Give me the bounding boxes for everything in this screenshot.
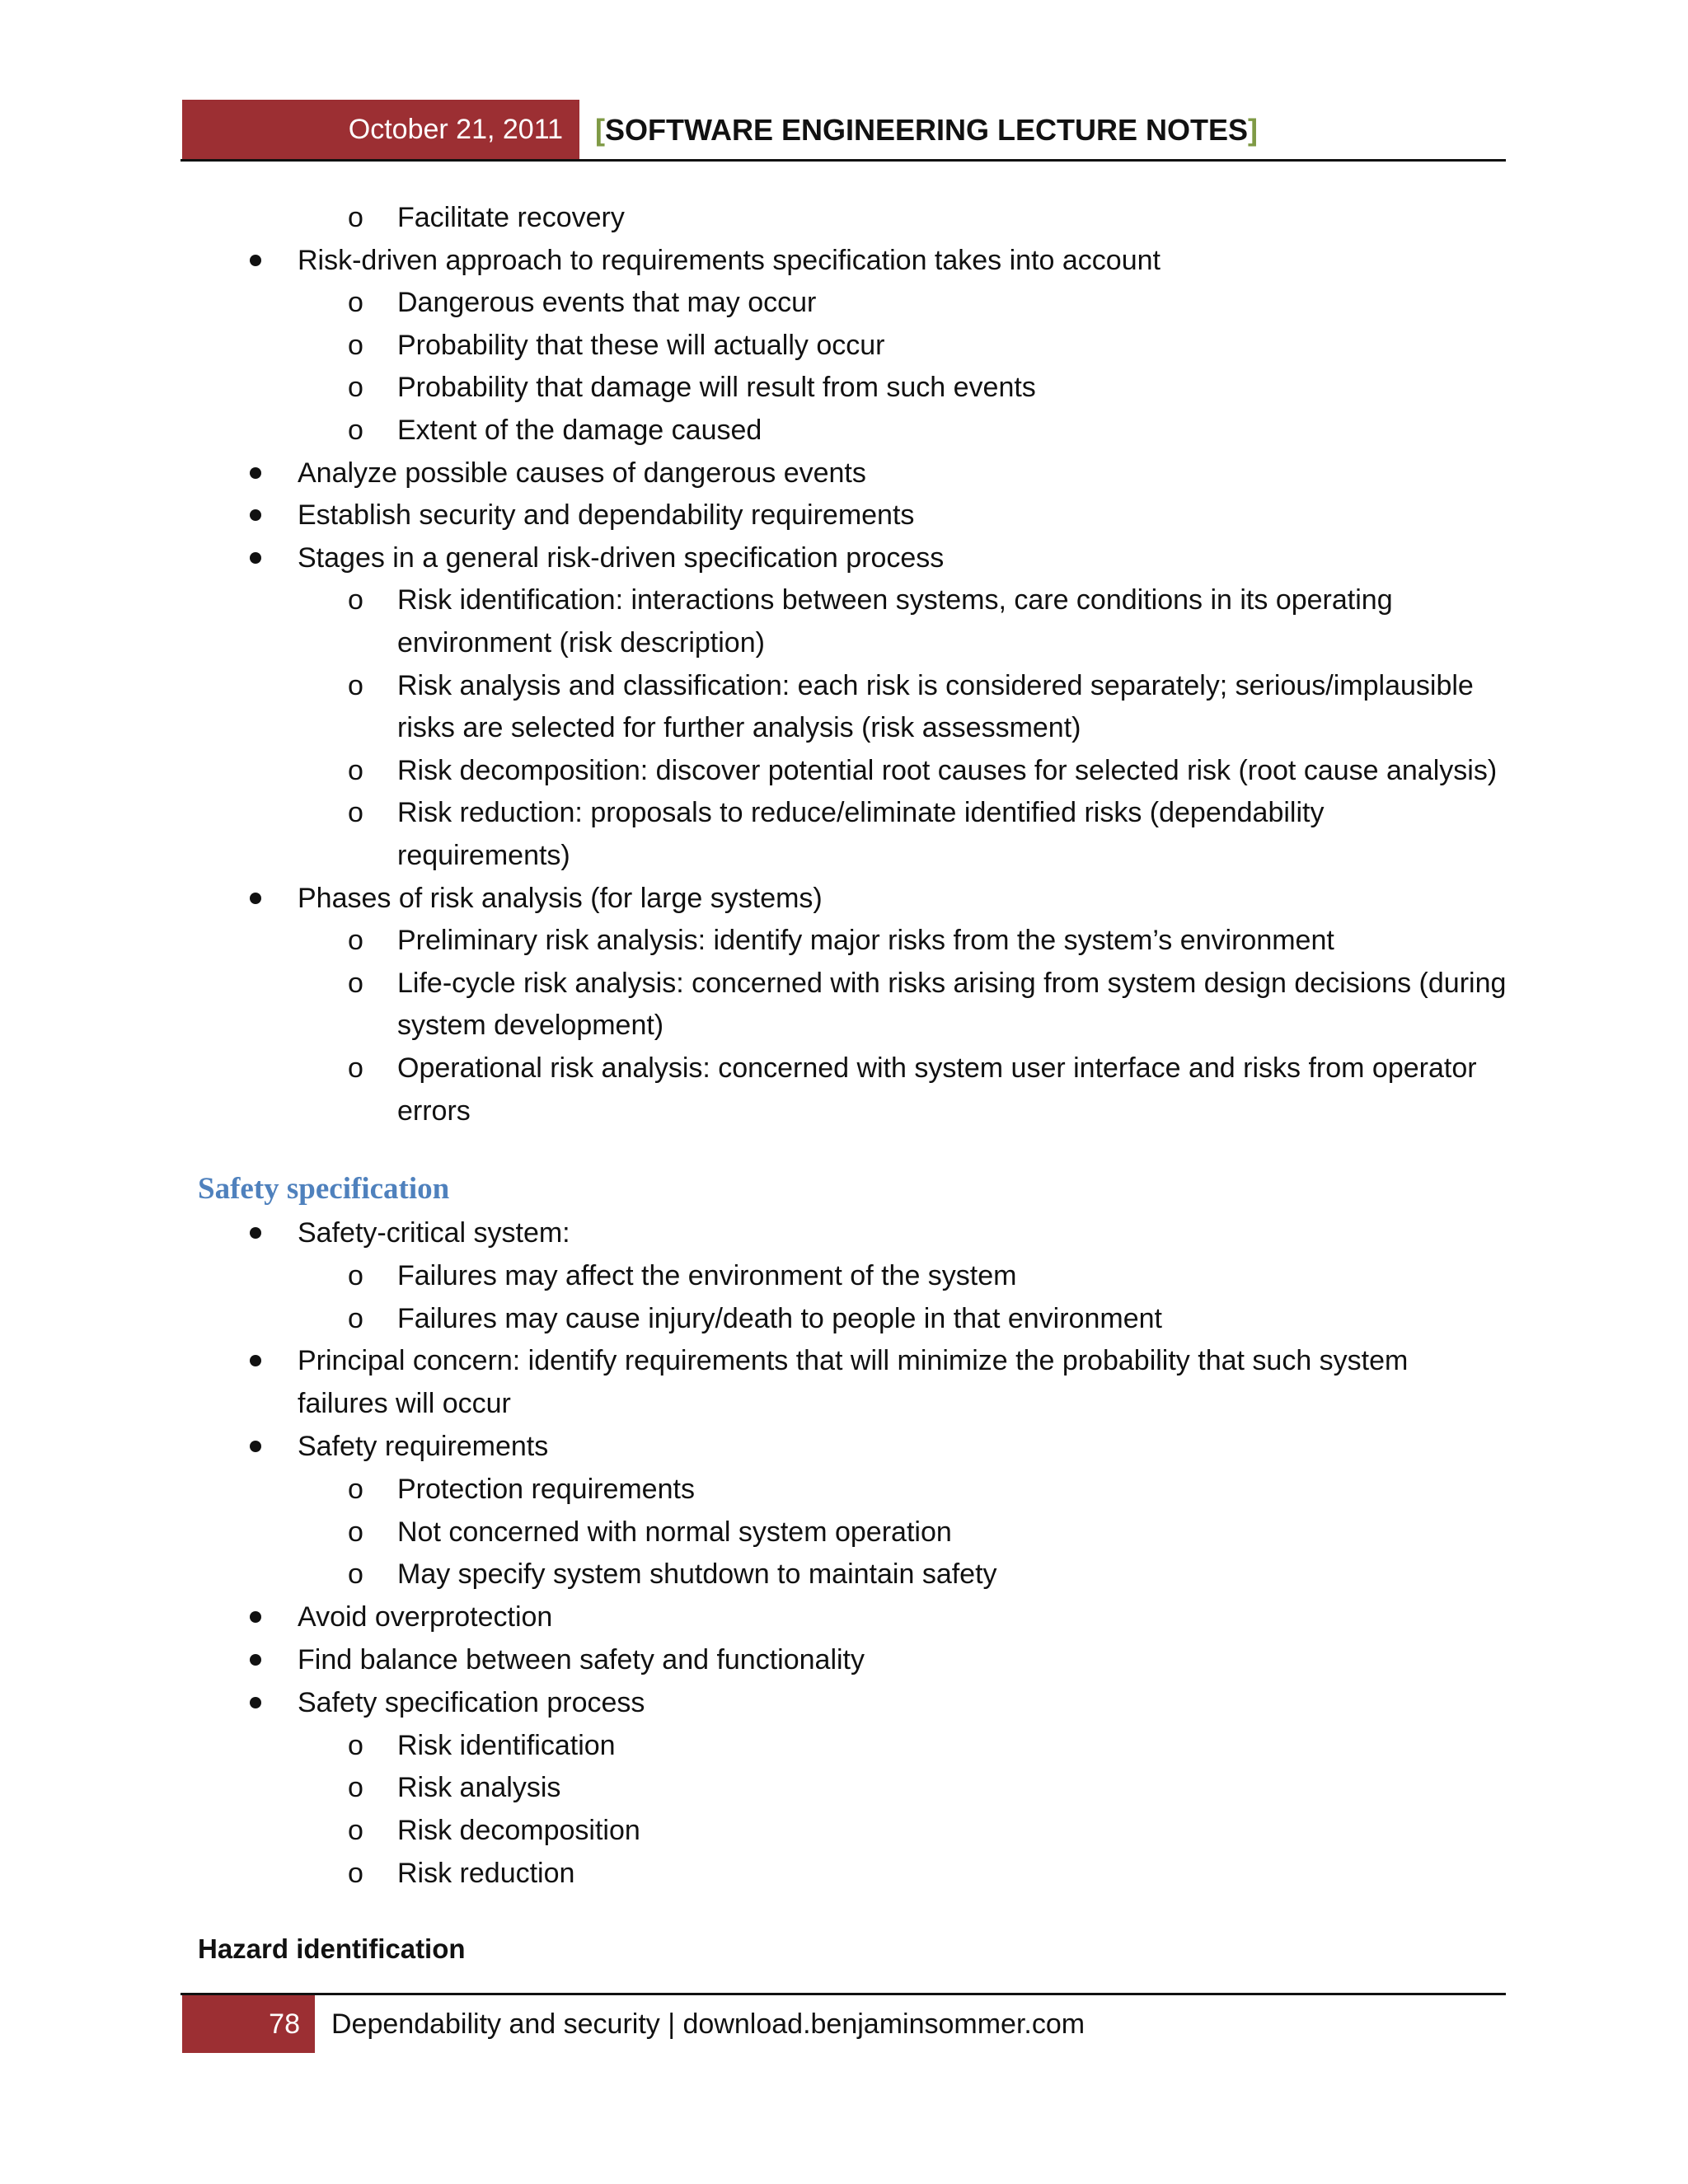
sub-bullet-icon: o <box>348 925 363 957</box>
sub-bullet-icon: o <box>348 1558 363 1591</box>
header-title <box>595 100 1258 160</box>
sub-bullet-icon: o <box>348 1052 363 1084</box>
bullet-icon <box>250 255 261 266</box>
list-item: Risk-driven approach to requirements specification takes into account <box>298 244 1160 276</box>
list-item: Find balance between safety and functionality <box>298 1644 865 1675</box>
list-item: Avoid overprotection <box>298 1601 553 1633</box>
list-item-continuation: errors <box>397 1094 471 1127</box>
bullet-icon <box>250 1355 261 1366</box>
sub-list-item: Failures may cause injury/death to people in that environment <box>397 1302 1162 1334</box>
sub-list-item: Operational risk analysis: concerned with system user interface and risks from operator <box>397 1052 1477 1084</box>
header-bracket-open: [ <box>595 113 605 147</box>
sub-bullet-icon: o <box>348 287 363 319</box>
list-item-continuation: failures will occur <box>298 1388 511 1420</box>
bullet-icon <box>250 1611 261 1623</box>
bullet-icon <box>250 1654 261 1666</box>
sub-bullet-icon: o <box>348 1302 363 1334</box>
sub-list-item: Failures may affect the environment of the system <box>397 1259 1017 1291</box>
sub-list-item: Risk reduction <box>397 1858 575 1889</box>
list-item: Phases of risk analysis (for large systems) <box>298 882 823 914</box>
list-item: Principal concern: identify requirements that will minimize the probability that such system <box>298 1345 1409 1377</box>
sub-bullet-icon: o <box>348 1729 363 1761</box>
list-item-continuation: environment (risk description) <box>397 627 765 658</box>
list-item-continuation: risks are selected for further analysis (risk assessment) <box>397 712 1081 744</box>
sub-bullet-icon: o <box>348 329 363 361</box>
sub-bullet-icon: o <box>348 1473 363 1505</box>
list-item: Safety specification process <box>298 1686 645 1718</box>
sub-bullet-icon: o <box>348 584 363 616</box>
footer-page-number: 78 <box>182 1995 315 2053</box>
sub-bullet-icon: o <box>348 669 363 701</box>
footer-text: Dependability and security | download.benjaminsommer.com <box>331 2008 1085 2040</box>
sub-bullet-icon: o <box>348 1259 363 1291</box>
sub-bullet-icon: o <box>348 202 363 233</box>
header-bracket-close: ] <box>1248 113 1259 147</box>
sub-list-item: Risk reduction: proposals to reduce/eliminate identified risks (dependability <box>397 797 1325 829</box>
sub-list-item: Risk identification: interactions between systems, care conditions in its operating <box>397 584 1393 616</box>
sub-list-item: Risk analysis and classification: each risk is considered separately; serious/implausible <box>397 669 1474 701</box>
bullet-icon <box>250 552 261 564</box>
sub-list-item: Risk identification <box>397 1729 616 1761</box>
bullet-icon <box>250 1227 261 1239</box>
sub-list-item: Preliminary risk analysis: identify major risks from the system’s environment <box>397 925 1334 957</box>
sub-bullet-icon: o <box>348 967 363 999</box>
sub-bullet-icon: o <box>348 754 363 786</box>
bullet-icon <box>250 467 261 479</box>
sub-list-item: Risk decomposition: discover potential root causes for selected risk (root cause analysis) <box>397 754 1498 786</box>
list-item: Safety requirements <box>298 1431 549 1462</box>
sub-list-item: Probability that these will actually occur <box>397 329 885 361</box>
sub-list-item: Dangerous events that may occur <box>397 287 817 319</box>
sub-bullet-icon: o <box>348 797 363 829</box>
list-item: Establish security and dependability requirements <box>298 499 915 532</box>
sub-bullet-icon: o <box>348 1516 363 1548</box>
sub-list-item: Protection requirements <box>397 1473 695 1505</box>
list-item: Analyze possible causes of dangerous events <box>298 457 866 489</box>
bullet-icon <box>250 509 261 521</box>
sub-list-item: Extent of the damage caused <box>397 415 762 446</box>
header-title-text: SOFTWARE ENGINEERING LECTURE NOTES <box>605 113 1249 147</box>
sub-list-item: Life-cycle risk analysis: concerned with risks arising from system design decisions (during <box>397 967 1507 999</box>
list-item-continuation: system development) <box>397 1010 664 1042</box>
sub-bullet-icon: o <box>348 415 363 446</box>
bullet-icon <box>250 1697 261 1708</box>
list-item: Safety-critical system: <box>298 1217 570 1249</box>
subheading: Hazard identification <box>198 1933 466 1964</box>
list-item-continuation: requirements) <box>397 840 570 871</box>
sub-list-item: May specify system shutdown to maintain safety <box>397 1558 997 1591</box>
sub-list-item: Risk decomposition <box>397 1815 640 1847</box>
bullet-icon <box>250 1441 261 1452</box>
sub-list-item: Not concerned with normal system operation <box>397 1516 952 1548</box>
header-rule <box>181 159 1506 162</box>
list-item: Stages in a general risk-driven specification process <box>298 541 945 574</box>
section-heading: Safety specification <box>198 1172 450 1206</box>
sub-bullet-icon: o <box>348 372 363 404</box>
sub-list-item: Facilitate recovery <box>397 202 625 233</box>
sub-list-item: Risk analysis <box>397 1772 561 1804</box>
sub-bullet-icon: o <box>348 1815 363 1847</box>
sub-bullet-icon: o <box>348 1858 363 1889</box>
sub-list-item: Probability that damage will result from such events <box>397 372 1036 404</box>
header-date: October 21, 2011 <box>182 100 579 160</box>
bullet-icon <box>250 893 261 904</box>
sub-bullet-icon: o <box>348 1772 363 1804</box>
